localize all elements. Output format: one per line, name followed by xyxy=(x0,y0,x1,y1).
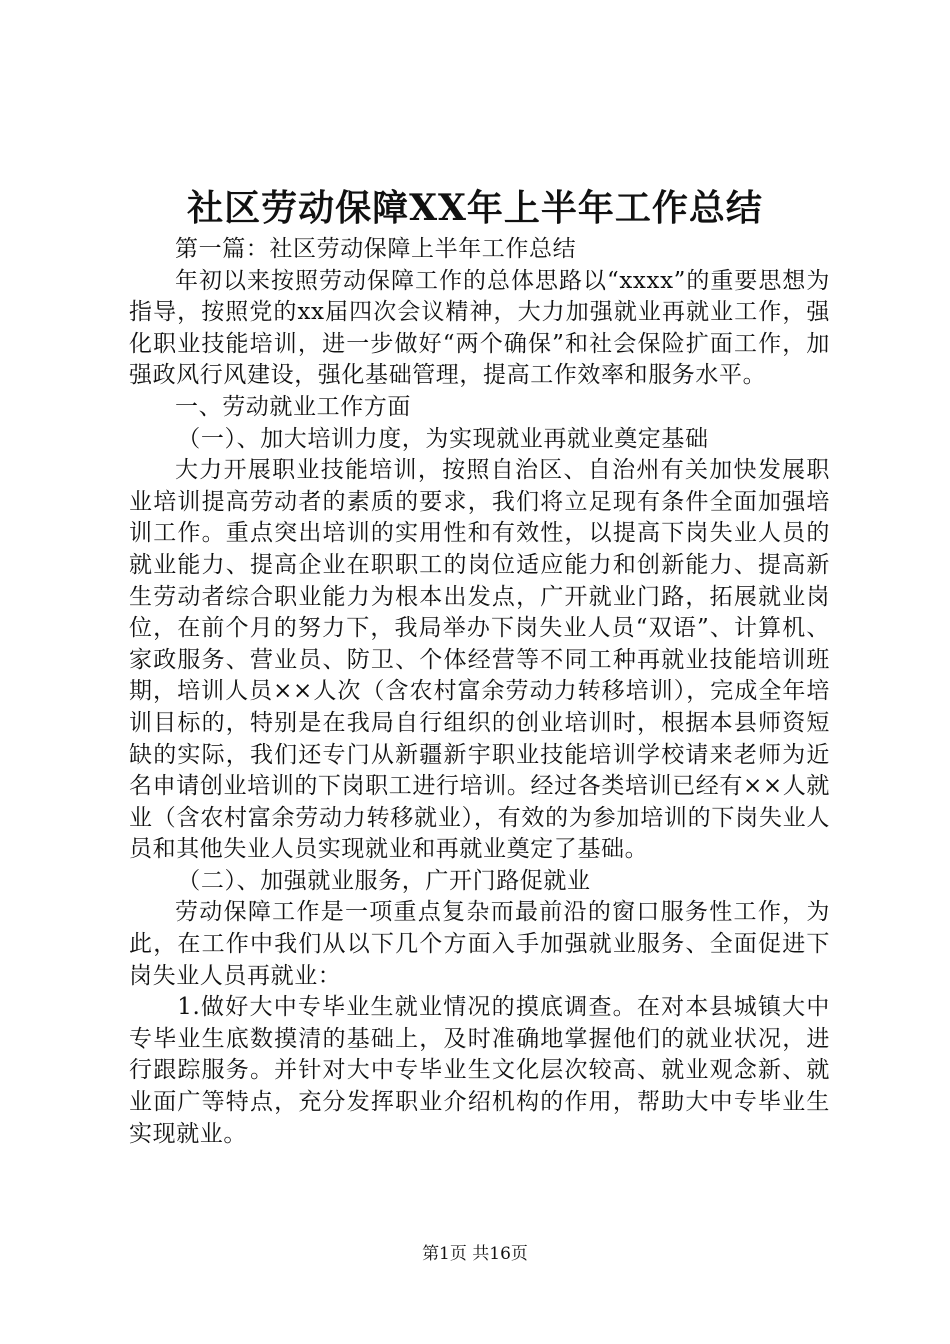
section-heading-employment: 一、劳动就业工作方面 xyxy=(175,393,411,420)
section-heading-part-one: 第一篇：社区劳动保障上半年工作总结 xyxy=(175,236,577,262)
subsection-heading-training: （一）、加大培训力度，为实现就业再就业奠定基础 xyxy=(177,425,709,452)
page-footer: 第1页 共16页 xyxy=(422,1244,528,1264)
paragraph-service: 劳动保障工作是一项重点复杂而最前沿的窗口服务性工作，为此，在工作中我们从以下几个方面入手加强就业服务、全面促进下岗失业人员再就业： xyxy=(129,899,830,989)
document-title: 社区劳动保障XX年上半年工作总结 xyxy=(187,187,763,229)
document-body xyxy=(129,234,830,1150)
list-item-graduates: 1.做好大中专毕业生就业情况的摸底调查。在对本县城镇大中专毕业生底数摸清的基础上，及时准确地掌握他们的就业状况，进行跟踪服务。并针对大中专毕业生文化层次较高、就业观念新、就业面广等特点，充分发挥职业介绍机构的作用，帮助大中专毕业生实现就业。 xyxy=(129,994,830,1147)
paragraph-training: 大力开展职业技能培训，按照自治区、自治州有关加快发展职业培训提高劳动者的素质的要求，我们将立足现有条件全面加强培训工作。重点突出培训的实用性和有效性，以提高下岗失业人员的就业能力、提高企业在职职工的岗位适应能力和创新能力、提高新生劳动者综合职业能力为根本出发点，广开就业门路，拓展就业岗位，在前个月的努力下，我局举办下岗失业人员“双语”、计算机、家政服务、营业员、防卫、个体经营等不同工种再就业技能培训班期，培训人员××人次（含农村富余劳动力转移培训），完成全年培训目标的，特别是在我局自行组织的创业培训时，根据本县师资短缺的实际，我们还专门从新疆新宇职业技能培训学校请来老师为近名申请创业培训的下岗职工进行培训。经过各类培训已经有××人就业（含农村富余劳动力转移就业），有效的为参加培训的下岗失业人员和其他失业人员实现就业和再就业奠定了基础。 xyxy=(129,457,830,863)
subsection-heading-service: （二）、加强就业服务，广开门路促就业 xyxy=(177,867,591,894)
paragraph-intro: 年初以来按照劳动保障工作的总体思路以“xxxx”的重要思想为指导，按照党的xx届四次会议精神，大力加强就业再就业工作，强化职业技能培训，进一步做好“两个确保”和社会保险扩面工作，加强政风行风建设，强化基础管理，提高工作效率和服务水平。 xyxy=(129,267,830,389)
